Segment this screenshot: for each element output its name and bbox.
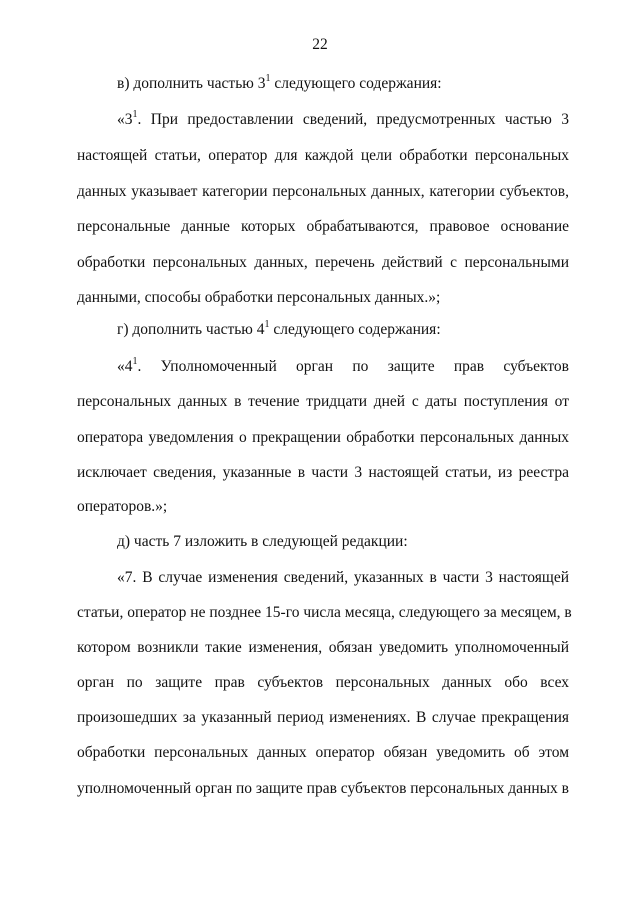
paragraph-line: настоящей статьи, оператор для каждой цели обработки персональных bbox=[77, 147, 569, 164]
paragraph-line: уполномоченный орган по защите прав субъектов персональных данных в bbox=[77, 780, 569, 797]
paragraph-line: персональных данных в течение тридцати дней с даты поступления от bbox=[77, 393, 569, 410]
superscript: 1 bbox=[265, 72, 271, 84]
paragraph-line: оператора уведомления о прекращении обработки персональных данных bbox=[77, 429, 569, 446]
page-number: 22 bbox=[312, 36, 328, 53]
paragraph-line: «$4^1$. Уполномоченный орган по защите прав субъектов bbox=[117, 355, 569, 375]
paragraph-line: г) дополнить частью $4^1$ следующего содержания: bbox=[117, 318, 441, 338]
paragraph-line: обработки персональных данных, перечень действий с персональными bbox=[77, 254, 569, 271]
paragraph-line: обработки персональных данных оператор обязан уведомить об этом bbox=[77, 744, 569, 761]
paragraph-line: исключает сведения, указанные в части 3 настоящей статьи, из реестра bbox=[77, 464, 569, 481]
paragraph-line: данными, способы обработки персональных данных.»; bbox=[77, 289, 441, 306]
paragraph-line: статьи, оператор не позднее 15-го числа месяца, следующего за месяцем, в bbox=[77, 604, 572, 621]
superscript: 1 bbox=[264, 318, 270, 330]
paragraph-line: в) дополнить частью $3^1$ следующего содержания: bbox=[117, 72, 442, 92]
paragraph-line: «$3^1$. При предоставлении сведений, предусмотренных частью 3 bbox=[117, 108, 569, 128]
paragraph-line: д) часть 7 изложить в следующей редакции: bbox=[117, 533, 408, 550]
paragraph-line: орган по защите прав субъектов персональных данных обо всех bbox=[77, 674, 569, 691]
superscript: 1 bbox=[132, 108, 138, 120]
paragraph-line: персональные данные которых обрабатываются, правовое основание bbox=[77, 218, 569, 235]
superscript: 1 bbox=[132, 355, 138, 367]
paragraph-line: произошедших за указанный период изменениях. В случае прекращения bbox=[77, 709, 569, 726]
paragraph-line: операторов.»; bbox=[77, 498, 168, 515]
paragraph-line: «7. В случае изменения сведений, указанных в части 3 настоящей bbox=[117, 569, 569, 586]
paragraph-line: данных указывает категории персональных данных, категории субъектов, bbox=[77, 183, 569, 200]
paragraph-line: котором возникли такие изменения, обязан уведомить уполномоченный bbox=[77, 639, 569, 656]
